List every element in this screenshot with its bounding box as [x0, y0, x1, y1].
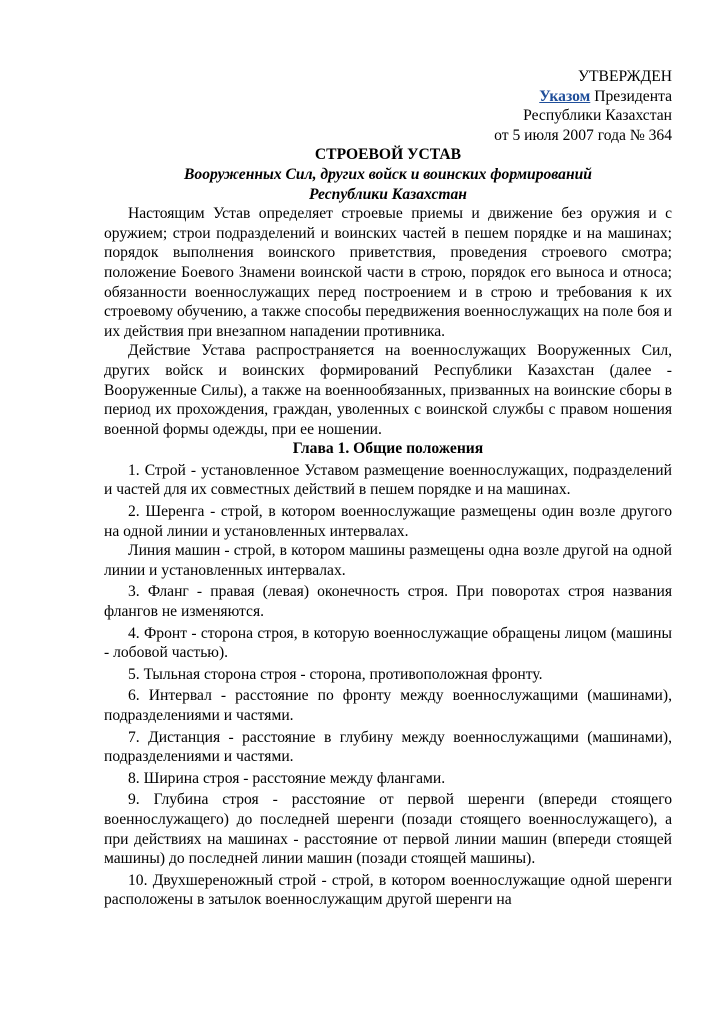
list-item: 2. Шеренга - строй, в котором военнослужащие размещены один возле другого на одной линии и установленных интервалах. — [104, 503, 672, 540]
list-item: 9. Глубина строя - расстояние от первой шеренги (впереди стоящего военнослужащего) до последней шеренги (позади стоящего военнослужащего), а при действиях на машинах - расстояние от первой линии машин (впереди стоящей машины) до последней линии машин (позади стоящей машины). — [104, 791, 672, 868]
list-item: 6. Интервал - расстояние по фронту между военнослужащими (машинами), подразделениями и частями. — [104, 687, 672, 724]
document-page — [104, 67, 672, 910]
intro-paragraph: Действие Устава распространяется на военнослужащих Вооруженных Сил, других войск и воинских формирований Республики Казахстан (далее - Вооруженные Силы), а также на военнообязанных, призванных на воинские сборы в период их прохождения, граждан, уволенных с воинской службы с правом ношения военной формы одежды, при ее ношении. — [104, 342, 672, 438]
document-title: СТРОЕВОЙ УСТАВ — [314, 146, 462, 164]
list-item: 4. Фронт - сторона строя, в которую военнослужащие обращены лицом (машины - лобовой частью). — [104, 624, 672, 662]
list-item: 1. Строй - установленное Уставом размещение военнослужащих, подразделений и частей для их совместных действий в пешем порядке и на машинах. — [104, 461, 672, 499]
list-item: 5. Тыльная сторона строя - сторона, противоположная фронту. — [128, 665, 543, 683]
republic-line: Республики Казахстан — [523, 107, 672, 125]
list-item: 10. Двухшереножный строй - строй, в котором военнослужащие одной шеренги расположены в затылок военнослужащим другой шеренги на — [104, 871, 672, 909]
decree-date: от 5 июля 2007 года № 364 — [494, 126, 672, 144]
approval-block — [104, 67, 672, 145]
decree-link[interactable]: Указом — [539, 87, 591, 105]
document-subtitle-2: Республики Казахстан — [309, 185, 467, 203]
list-item: 3. Фланг - правая (левая) оконечность строя. При поворотах строя названия флангов не изменяются. — [104, 583, 672, 621]
chapter-heading: Глава 1. Общие положения — [292, 440, 484, 458]
president-text: Президента — [594, 87, 672, 105]
list-item: 7. Дистанция - расстояние в глубину между военнослужащими (машинами), подразделениями и частями. — [104, 728, 672, 766]
list-item: 8. Ширина строя - расстояние между флангами. — [128, 769, 446, 787]
document-subtitle-1: Вооруженных Сил, других войск и воинских формирований — [184, 165, 592, 183]
decree-line — [104, 87, 672, 107]
list-item: Линия машин - строй, в котором машины размещены одна возле другой на одной линии и установленных интервалах. — [104, 542, 672, 579]
intro-paragraph: Настоящим Устав определяет строевые приемы и движение без оружия и с оружием; строи подразделений и воинских частей в пешем порядке и на машинах; порядок выполнения воинского приветствия, проведения строевого смотра; положение Боевого Знамени воинской части в строю, порядок его выноса и относа; обязанности военнослужащих перед построением и в строю и требования к их строевому обучению, а также способы передвижения военнослужащих на поле боя и их действия при внезапном нападении противника. — [104, 205, 672, 340]
approved-line: УТВЕРЖДЕН — [577, 68, 672, 85]
